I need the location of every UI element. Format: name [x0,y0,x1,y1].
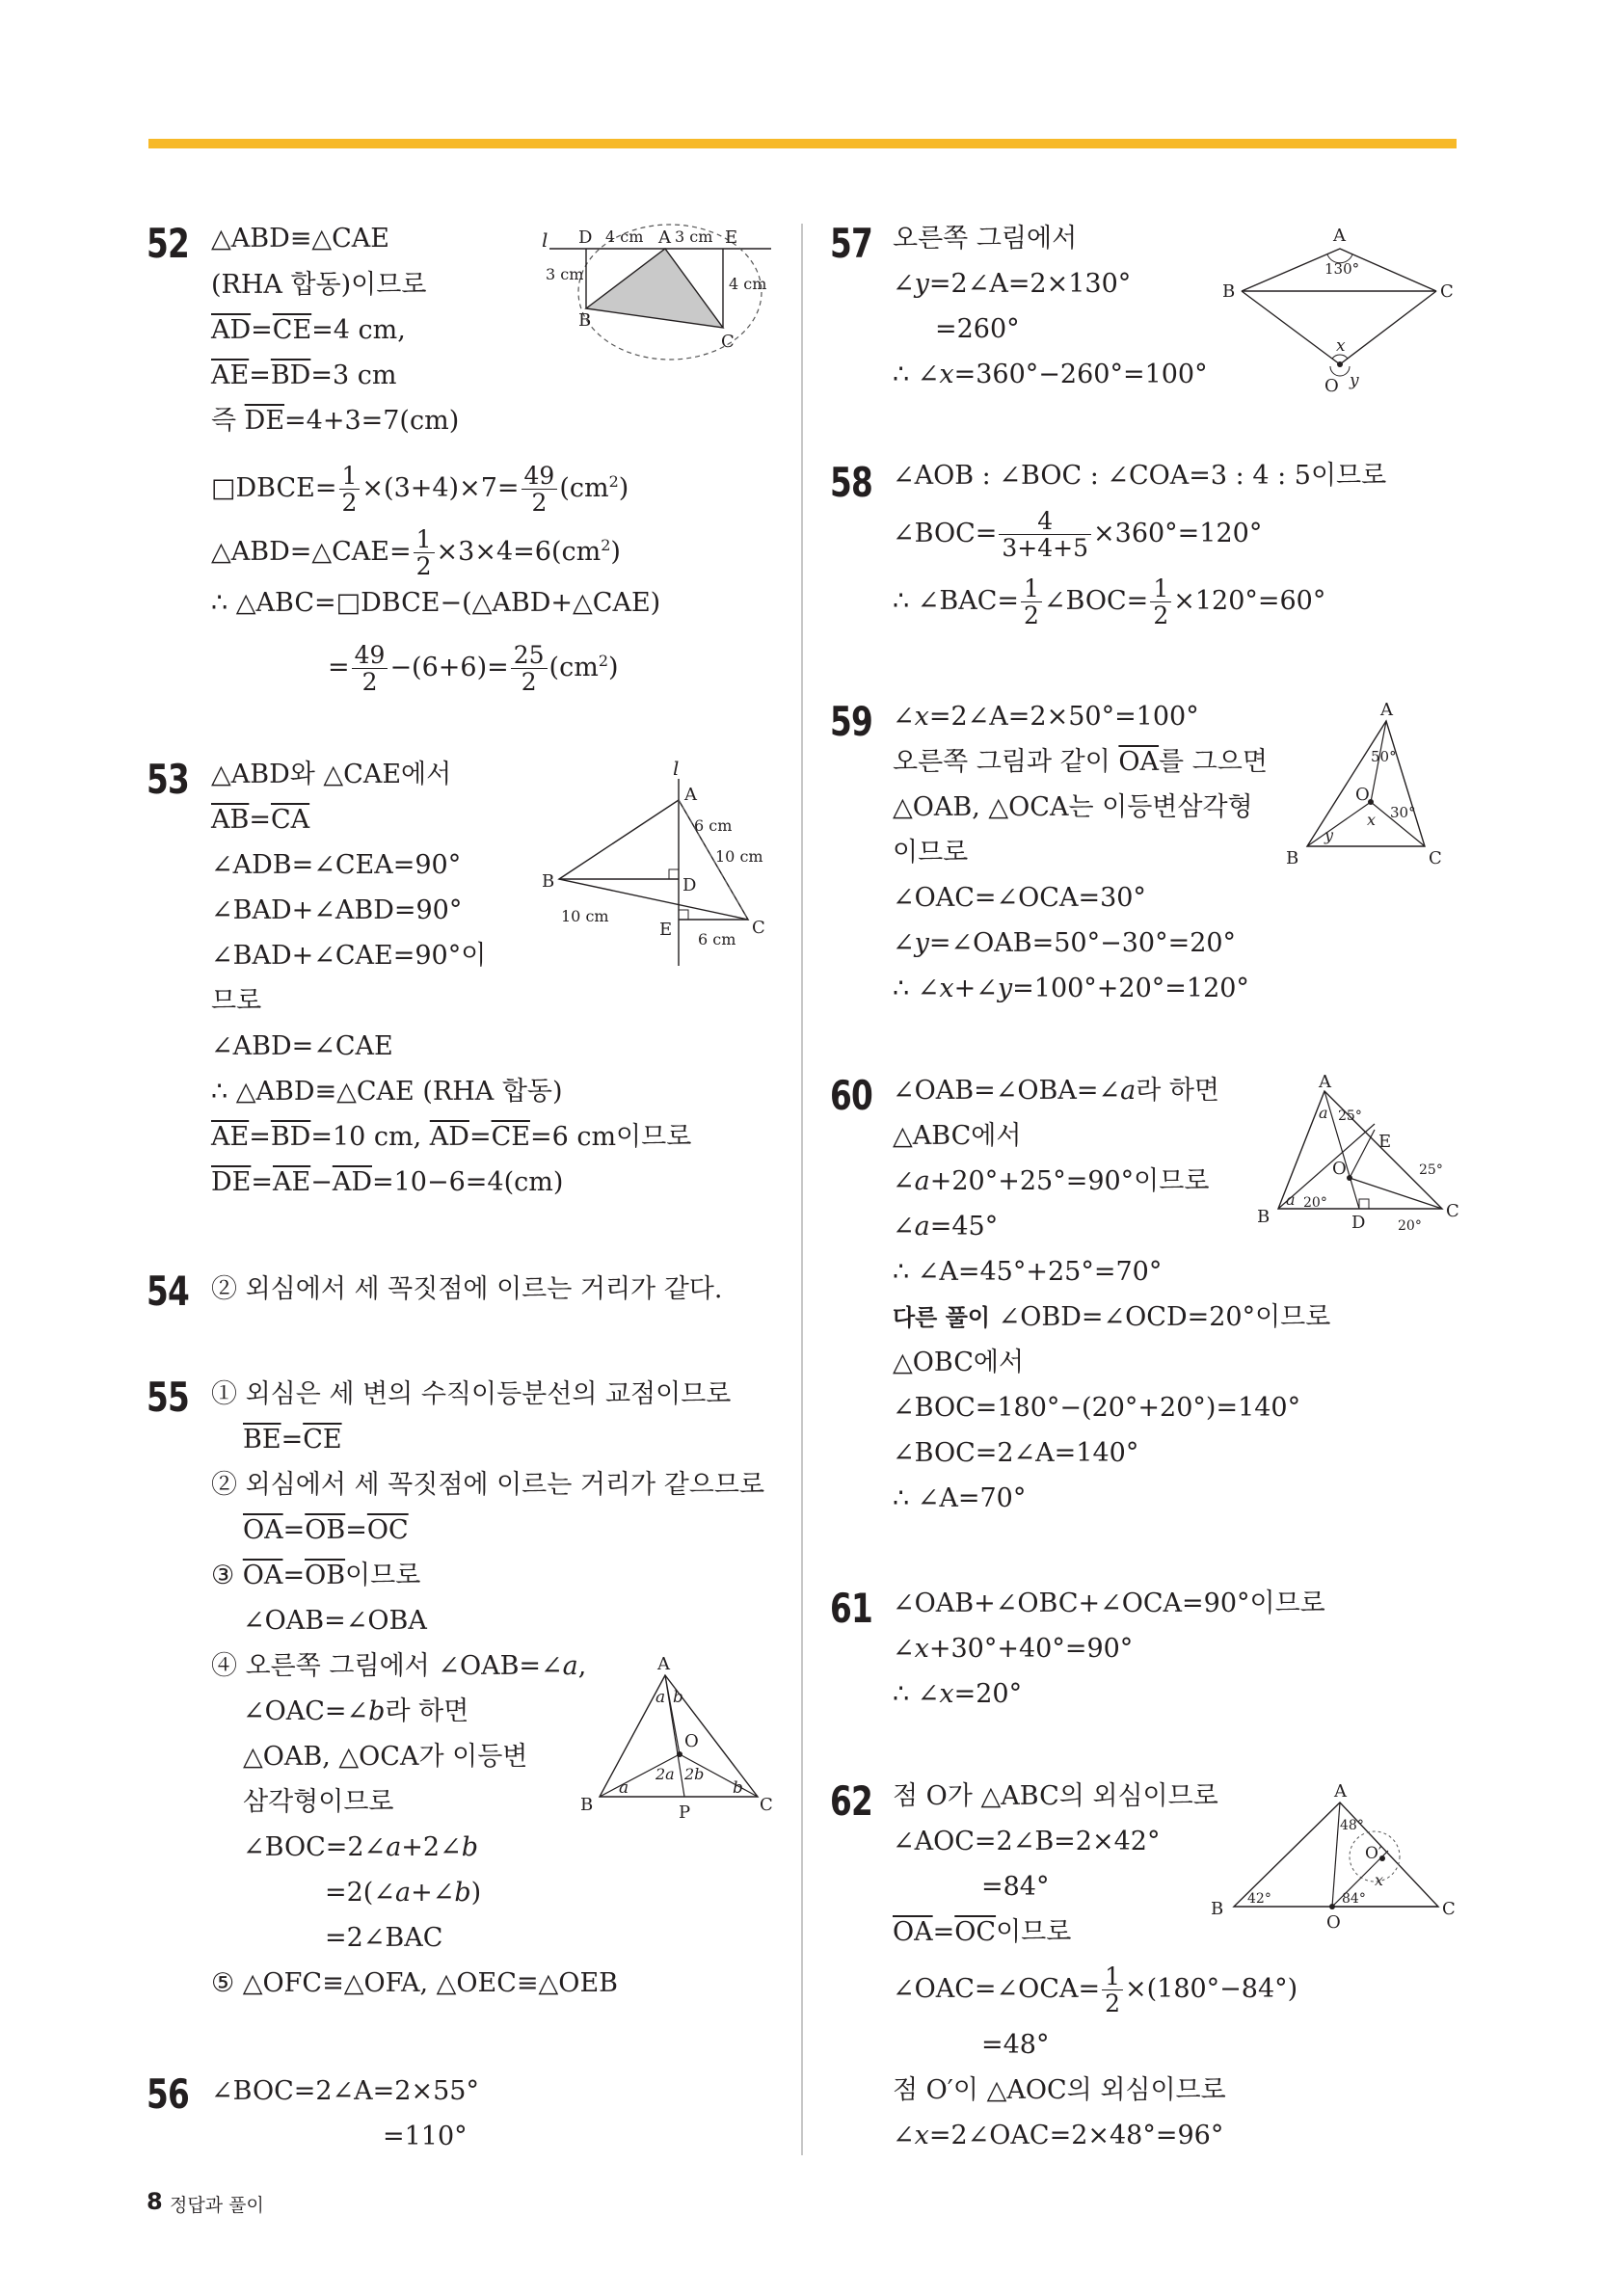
solution-line: ⑤ △OFC≡△OFA, △OEC≡△OEB [211,1968,618,1998]
figure-label: A [1319,1072,1331,1092]
solution-line: ∠x=2∠A=2×50°=100° [893,702,1199,732]
figure-label: 4 cm [605,227,644,246]
figure-label: b [673,1688,683,1707]
figure-label: 84° [1342,1891,1366,1907]
problem-number: 54 [147,1268,190,1315]
solution-line: ∠AOC=2∠B=2×42° [893,1827,1161,1856]
solution-line: ∠BOC=2∠a+2∠b [243,1832,479,1862]
figure-label: 20° [1303,1195,1327,1211]
problem-number: 60 [830,1072,873,1119]
footer-label: 정답과 풀이 [170,2195,264,2216]
figure-label: B [578,310,592,331]
solution-line: $\overline{OA}=\overline{OB}=\overline{OC}$ [243,1515,409,1545]
solution-line: ∠OAC=∠OCA=30° [893,883,1146,913]
figure-label: x [1336,336,1346,356]
solution-line: ∠OAB=∠OBA [243,1606,427,1636]
figure-62 [1205,1781,1465,1936]
solution-line: ∴ ∠A=45°+25°=70° [893,1257,1163,1287]
solution-line: ∠y=∠OAB=50°−30°=20° [893,928,1237,958]
solution-line: ∴ ∠x=20° [893,1679,1023,1709]
figure-label: y [1350,371,1359,390]
solution-line: ② 외심에서 세 꼭짓점에 이르는 거리가 같으므로 [211,1470,765,1500]
figure-label: 25° [1419,1162,1443,1178]
solution-line: □DBCE= $\frac{1}{2}$ ×(3+4)×7= $\frac{49}{2}$ $(cm^2)$ [211,462,629,517]
page-number: 8 [147,2188,163,2215]
column-divider [801,224,803,2155]
figure-label: O [1332,1159,1347,1179]
figure-label: 3 cm [546,265,584,283]
solution-line: =48° [981,2030,1050,2060]
figure-label: 50° [1371,748,1397,765]
figure-57 [1217,220,1467,403]
solution-line: 점 O′이 △AOC의 외심이므로 [893,2075,1226,2105]
problem-number: 56 [147,2070,190,2118]
solution-line: △OAB, △OCA가 이등변 [243,1742,528,1772]
figure-label: 4 cm [729,275,767,293]
solution-line: △OBC에서 [893,1348,1025,1377]
figure-label: C [1446,1201,1459,1221]
problem-number: 52 [147,220,190,267]
figure-label: 10 cm [561,907,609,925]
solution-line: $\overline{AD}=\overline{CE}=4$ cm, [211,315,406,345]
figure-label: A [1334,1781,1347,1802]
figure-label: P [679,1802,691,1823]
figure-label: a [655,1688,666,1707]
solution-line: ∴ ∠x=360°−260°=100° [893,360,1208,389]
solution-line: ∠BAD+∠CAE=90°이 [211,941,487,971]
figure-59 [1282,702,1465,875]
figure-label: E [725,227,738,248]
figure-label: 48° [1340,1818,1364,1833]
solution-line: ∴ △ABC=□DBCE−(△ABD+△CAE) [211,588,661,618]
figure-label: O′ [1365,1844,1382,1863]
solution-line: △ABC에서 [893,1121,1022,1151]
solution-line: ④ 오른쪽 그림에서 ∠OAB=∠a, [211,1651,587,1681]
solution-line: 오른쪽 그림과 같이 $\overline{OA}$를 그으면 [893,747,1268,777]
problem-number: 55 [147,1374,190,1421]
solution-line: =110° [383,2122,468,2151]
figure-label: C [1442,1899,1456,1919]
solution-line: 이므로 [893,838,969,868]
solution-line: ∠x=2∠OAC=2×48°=96° [893,2121,1224,2150]
figure-label: B [542,871,555,892]
solution-line: $\overline{BE}=\overline{CE}$ [243,1425,342,1455]
solution-line: ∴ ∠BAC= $\frac{1}{2}$ ∠BOC= $\frac{1}{2}$ ×120°=60° [893,574,1326,629]
figure-52 [540,220,781,355]
solution-line: =260° [935,314,1020,344]
solution-line: =2(∠a+∠b) [325,1878,482,1908]
solution-line: 삼각형이므로 [243,1787,394,1817]
figure-label: 6 cm [698,930,736,948]
solution-line: 다른 풀이 ∠OBD=∠OCD=20°이므로 [893,1302,1331,1332]
figure-label: 42° [1247,1891,1271,1907]
solution-line: ∠OAB=∠OBA=∠a라 하면 [893,1076,1220,1106]
figure-label: O [1326,1912,1341,1933]
solution-line: ∠ABD=∠CAE [211,1031,393,1061]
figure-label: 25° [1338,1108,1362,1124]
figure-label: A [657,1654,670,1674]
figure-label: 30° [1390,804,1416,821]
solution-line: ∠BOC= $\frac{4}{3+4+5}$ ×360°=120° [893,507,1263,562]
solution-line: 므로 [211,986,262,1016]
figure-label: b [733,1778,743,1798]
figure-label: A [1380,700,1393,720]
solution-line: $\overline{OA}=\overline{OC}$이므로 [893,1917,1072,1947]
solution-line: $\overline{AE}=\overline{BD}=10$ cm, $\overline{AD}=\overline{CE}=6$ cm이므로 [211,1122,692,1152]
solution-line: ∠OAC=∠b라 하면 [243,1696,469,1726]
figure-55 [578,1654,781,1828]
solution-line: ② 외심에서 세 꼭짓점에 이르는 거리가 같다. [211,1274,723,1304]
solution-line: △ABD=△CAE= $\frac{1}{2}$ $\times 3\times 4=6(cm^2)$ [211,525,621,580]
solution-line: 즉 $\overline{DE}=4+3=7(cm)$ [211,406,460,436]
figure-label: y [1324,826,1334,844]
solution-line: ∠BOC=180°−(20°+20°)=140° [893,1393,1301,1423]
figure-label: B [1257,1207,1271,1227]
solution-line: ∠OAB+∠OBC+∠OCA=90°이므로 [893,1589,1325,1618]
figure-label: A [684,785,697,805]
figure-label: B [1286,848,1299,868]
header-accent-bar [148,139,1457,148]
solution-line: 점 O가 △ABC의 외심이므로 [893,1781,1218,1811]
figure-label: C [1429,848,1442,868]
figure-label: C [1440,281,1454,302]
solution-line: ∠ADB=∠CEA=90° [211,850,462,880]
solution-line: ∠x+30°+40°=90° [893,1634,1134,1664]
solution-line: ∴ ∠A=70° [893,1483,1027,1513]
solution-line: 오른쪽 그림에서 [893,224,1078,254]
problem-number: 59 [830,698,873,745]
figure-label: B [1211,1899,1224,1919]
solution-line: =84° [981,1872,1050,1902]
figure-label: O [684,1731,699,1751]
solution-line: ∠OAC=∠OCA= $\frac{1}{2}$ ×(180°−84°) [893,1962,1298,2017]
figure-label: E [1378,1132,1392,1152]
solution-line: ① 외심은 세 변의 수직이등분선의 교점이므로 [211,1379,732,1409]
figure-label: 6 cm [694,816,733,835]
figure-label: B [1222,281,1236,302]
figure-label: 20° [1398,1218,1422,1234]
solution-line: =2∠BAC [325,1923,443,1953]
solution-line: $\overline{AE}=\overline{BD}=3$ cm [211,360,397,390]
solution-line: = $\frac{49}{2}$ −(6+6)= $\frac{25}{2}$ $(cm^2)$ [328,641,619,696]
figure-label: A [1333,226,1346,246]
figure-label: C [752,918,765,938]
problem-number: 58 [830,459,873,506]
problem-number: 53 [147,756,190,803]
figure-label: x [1375,1871,1384,1889]
figure-label: a [1286,1190,1296,1209]
figure-label: 2b [684,1765,705,1783]
solution-line: ∠BAD+∠ABD=90° [211,895,463,925]
figure-label: C [760,1795,773,1815]
solution-line: $\overline{DE}=\overline{AE}-\overline{AD}=10-6=4(cm)$ [211,1167,564,1197]
solution-line: △ABD≡△CAE [211,224,390,254]
figure-label: 10 cm [715,847,763,866]
solution-line: (RHA 합동)이므로 [211,270,427,300]
solution-line: ∴ △ABD≡△CAE (RHA 합동) [211,1077,563,1107]
figure-label: C [721,332,735,352]
solution-line: ∠AOB : ∠BOC : ∠COA=3 : 4 : 5이므로 [893,461,1387,491]
figure-label: E [659,920,673,940]
solution-line: ∠a=45° [893,1212,999,1241]
figure-label: D [578,227,593,248]
problem-number: 57 [830,220,873,267]
figure-label: A [658,227,671,248]
figure-label: 2a [655,1765,675,1783]
figure-label: x [1367,811,1377,829]
figure-label: l [542,228,548,252]
solution-line: ∠y=2∠A=2×130° [893,269,1132,299]
figure-label: O [1324,376,1339,396]
figure-53 [540,757,790,969]
figure-label: a [1319,1104,1328,1122]
solution-line: △ABD와 △CAE에서 [211,760,452,789]
problem-number: 62 [830,1777,873,1825]
figure-label: B [580,1795,594,1815]
figure-label: O [1355,785,1370,805]
figure-label: D [1351,1213,1366,1233]
solution-line: △OAB, △OCA는 이등변삼각형 [893,792,1253,822]
figure-60 [1253,1074,1467,1238]
figure-label: l [673,757,680,780]
solution-line: ∴ ∠x+∠y=100°+20°=120° [893,974,1249,1003]
solution-line: ③ $\overline{OA}=\overline{OB}$이므로 [211,1561,421,1590]
solution-line: ∠BOC=2∠A=2×55° [211,2076,479,2106]
figure-label: a [619,1778,629,1798]
solution-line: ∠BOC=2∠A=140° [893,1438,1139,1468]
figure-label: D [682,875,697,895]
figure-label: 130° [1324,260,1360,278]
solution-line: ∠a+20°+25°=90°이므로 [893,1166,1210,1196]
problem-number: 61 [830,1585,873,1632]
figure-label: 3 cm [675,227,713,246]
solution-line: $\overline{AB}=\overline{CA}$ [211,805,310,835]
